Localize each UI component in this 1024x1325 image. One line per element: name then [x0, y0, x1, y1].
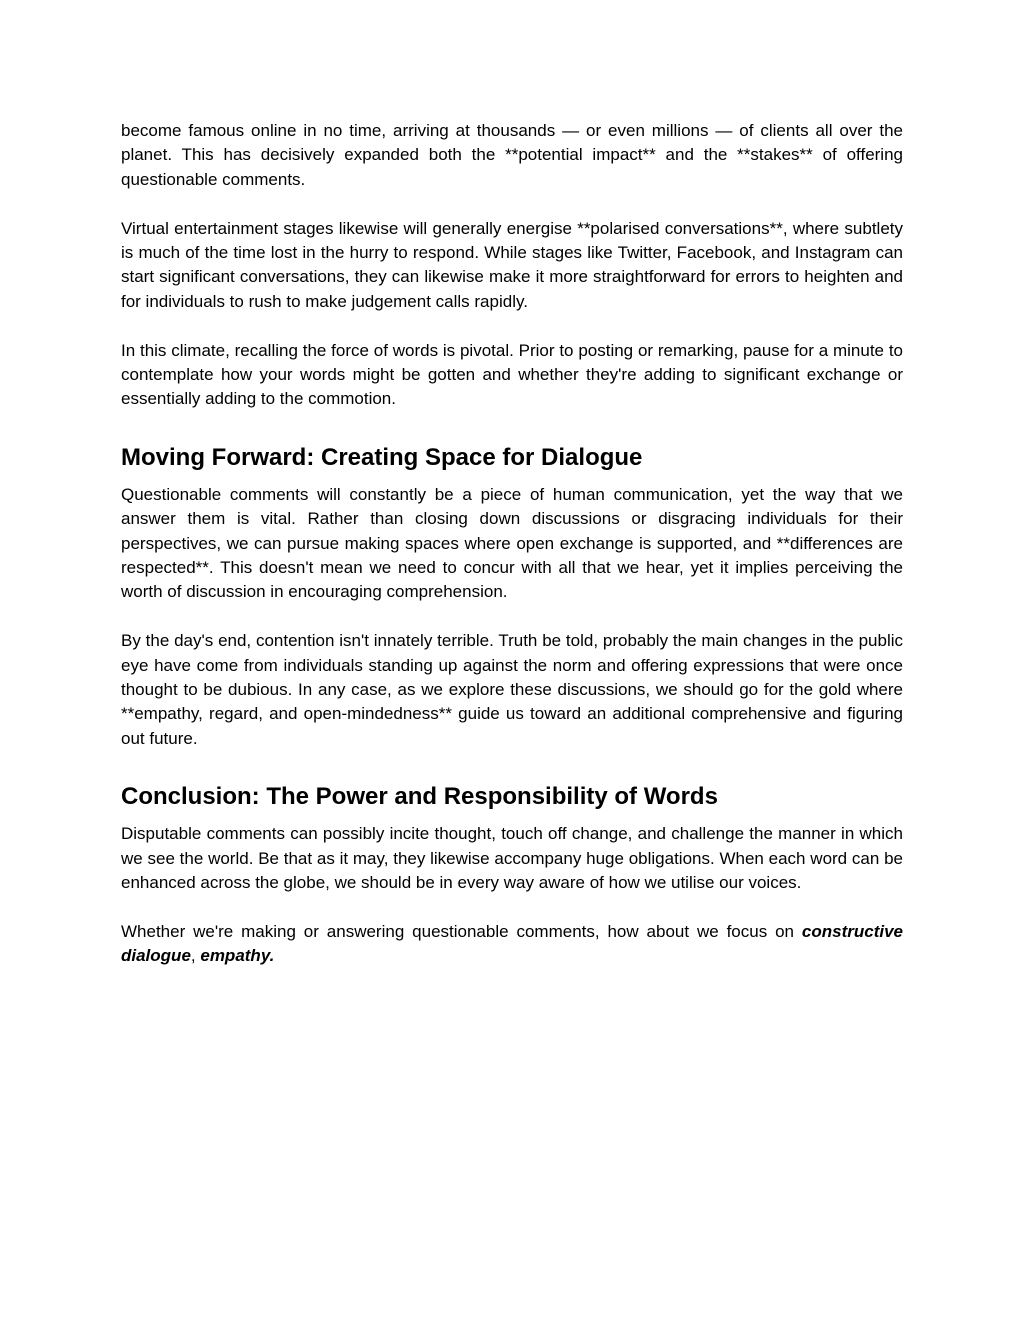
closing-text: Whether we're making or answering questionable comments, how about we focus on: [121, 921, 802, 941]
moving-forward-paragraph-1: Questionable comments will constantly be a piece of human communication, yet the way that we answer them is vital. Rather than closing down discussions or disgracing individuals for their perspectives, we can pursue making spaces where open exchange is supported, and **differences are respected**. This doesn't mean we need to concur with all that we hear, yet it implies perceiving the worth of discussion in encouraging comprehension.: [121, 484, 903, 602]
intro-paragraph-1: become famous online in no time, arriving at thousands — or even millions — of clients all over the planet. This has decisively expanded both the **potential impact** and the **stakes** of offering questionable comments.: [121, 121, 903, 189]
moving-forward-paragraph-2: By the day's end, contention isn't innately terrible. Truth be told, probably the main changes in the public eye have come from individuals standing up against the norm and offering expressions that were once thought to be dubious. In any case, as we explore these discussions, we should go for the gold where **empathy, regard, and open-mindedness** guide us toward an additional comprehensive and figuring out future.: [121, 631, 903, 748]
emphasis-constructive-dialogue: constructive dialogue: [121, 921, 903, 966]
intro-paragraph-3: In this climate, recalling the force of words is pivotal. Prior to posting or remarking, pause for a minute to contemplate how your words might be gotten and whether they're adding to significant exchange or essentially adding to the commotion.: [121, 340, 903, 409]
heading-conclusion: Conclusion: The Power and Responsibility of Words: [121, 783, 718, 811]
document-page: [121, 119, 903, 969]
intro-paragraph-2: Virtual entertainment stages likewise will generally energise **polarised conversations**, where subtlety is much of the time lost in the hurry to respond. While stages like Twitter, Facebook, and Instagram can start significant conversations, they can likewise make it more straightforward for errors to heighten and for individuals to rush to make judgement calls rapidly.: [121, 218, 903, 311]
conclusion-closing-paragraph: [121, 920, 903, 969]
heading-moving-forward: Moving Forward: Creating Space for Dialogue: [121, 443, 643, 471]
closing-separator: ,: [190, 946, 201, 966]
conclusion-paragraph-1: Disputable comments can possibly incite thought, touch off change, and challenge the manner in which we see the world. Be that as it may, they likewise accompany huge obligations. When each word can be enhanced across the globe, we should be in every way aware of how we utilise our voices.: [121, 824, 903, 893]
emphasis-empathy: empathy.: [200, 946, 275, 966]
